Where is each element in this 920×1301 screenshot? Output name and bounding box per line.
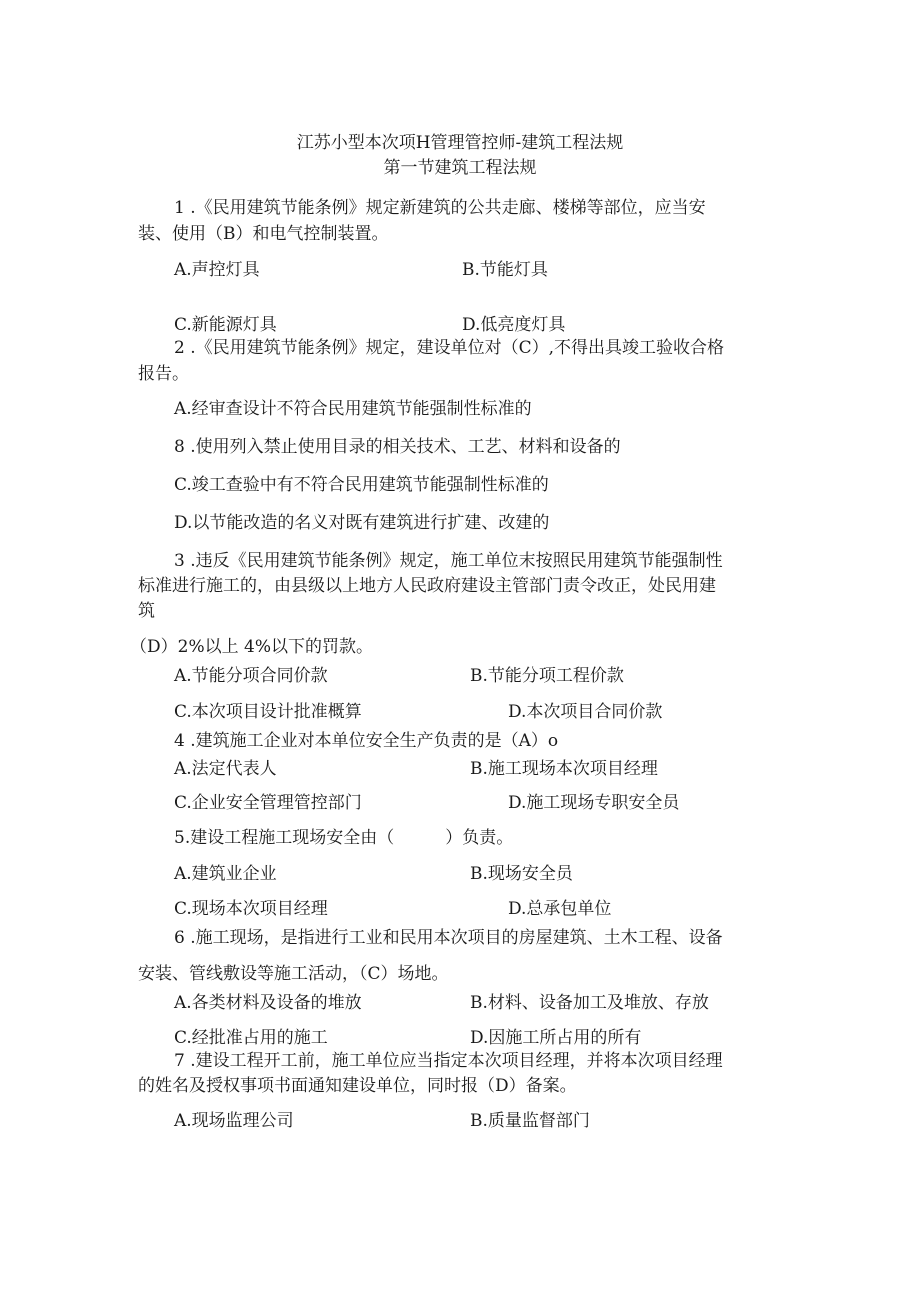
question-2-option-d: D.以节能改造的名义对既有建筑进行扩建、改建的 bbox=[174, 513, 550, 533]
question-3-stem-line-1: 3 .违反《民用建筑节能条例》规定，施工单位末按照民用建筑节能强制性 bbox=[174, 551, 723, 571]
question-5-option-a: A.建筑业企业 bbox=[174, 864, 277, 884]
question-1-option-d: D.低亮度灯具 bbox=[462, 315, 566, 335]
question-3-stem-line-4: （D）2%以上 4%以下的罚款。 bbox=[130, 637, 373, 657]
question-4-option-d: D.施工现场专职安全员 bbox=[508, 793, 680, 813]
question-6-option-d: D.因施工所占用的所有 bbox=[470, 1028, 642, 1048]
question-3-option-c: C.本次项目设计批准概算 bbox=[174, 702, 362, 722]
question-1-stem-line-1: 1 .《民用建筑节能条例》规定新建筑的公共走廊、楼梯等部位，应当安 bbox=[174, 198, 706, 218]
question-5-option-c: C.现场本次项目经理 bbox=[174, 899, 328, 919]
question-1-option-b: B.节能灯具 bbox=[462, 260, 548, 280]
question-5-option-d: D.总承包单位 bbox=[508, 899, 612, 919]
question-6-option-a: A.各类材料及设备的堆放 bbox=[174, 993, 362, 1013]
question-4-option-b: B.施工现场本次项目经理 bbox=[470, 759, 658, 779]
question-1-stem-line-2: 装、使用（B）和电气控制装置。 bbox=[138, 224, 389, 244]
question-2-option-b: 8 .使用列入禁止使用目录的相关技术、工艺、材料和设备的 bbox=[174, 437, 621, 457]
question-3-option-a: A.节能分项合同价款 bbox=[174, 666, 328, 686]
question-7-option-a: A.现场监理公司 bbox=[174, 1111, 294, 1131]
question-6-stem-line-2: 安装、管线敷设等施工活动，（C）场地。 bbox=[138, 964, 449, 984]
question-4-option-c: C.企业安全管理管控部门 bbox=[174, 793, 362, 813]
question-6-option-c: C.经批准占用的施工 bbox=[174, 1028, 328, 1048]
question-1-option-a: A.声控灯具 bbox=[174, 260, 260, 280]
question-5-option-b: B.现场安全员 bbox=[470, 864, 573, 884]
question-2-option-a: A.经审查设计不符合民用建筑节能强制性标准的 bbox=[174, 399, 532, 419]
question-3-option-b: B.节能分项工程价款 bbox=[470, 666, 624, 686]
question-7-option-b: B.质量监督部门 bbox=[470, 1111, 590, 1131]
question-7-stem-line-1: 7 .建设工程开工前，施工单位应当指定本次项目经理，并将本次项目经理 bbox=[174, 1051, 723, 1071]
section-heading: 第一节建筑工程法规 bbox=[383, 158, 537, 178]
question-1-option-c: C.新能源灯具 bbox=[174, 315, 277, 335]
question-3-stem-line-2: 标准进行施工的，由县级以上地方人民政府建设主管部门责令改正，处民用建 bbox=[138, 576, 716, 596]
question-5-stem: 5.建设工程施工现场安全由（ ）负责。 bbox=[174, 828, 514, 848]
question-6-option-b: B.材料、设备加工及堆放、存放 bbox=[470, 993, 709, 1013]
question-3-option-d: D.本次项目合同价款 bbox=[508, 702, 663, 722]
document-title: 江苏小型本次项H管理管控师-建筑工程法规 bbox=[296, 133, 624, 153]
question-2-option-c: C.竣工查验中有不符合民用建筑节能强制性标准的 bbox=[174, 475, 549, 495]
question-4-option-a: A.法定代表人 bbox=[174, 759, 277, 779]
question-3-stem-line-3: 筑 bbox=[138, 601, 155, 621]
question-7-stem-line-2: 的姓名及授权事项书面通知建设单位，同时报（D）备案。 bbox=[138, 1076, 577, 1096]
question-4-stem: 4 .建筑施工企业对本单位安全生产负责的是（A）o bbox=[174, 731, 559, 751]
question-2-stem-line-2: 报告。 bbox=[138, 364, 189, 384]
question-6-stem-line-1: 6 .施工现场，是指进行工业和民用本次项目的房屋建筑、土木工程、设备 bbox=[174, 928, 723, 948]
question-2-stem-line-1: 2 .《民用建筑节能条例》规定，建设单位对（C）,不得出具竣工验收合格 bbox=[174, 338, 725, 358]
